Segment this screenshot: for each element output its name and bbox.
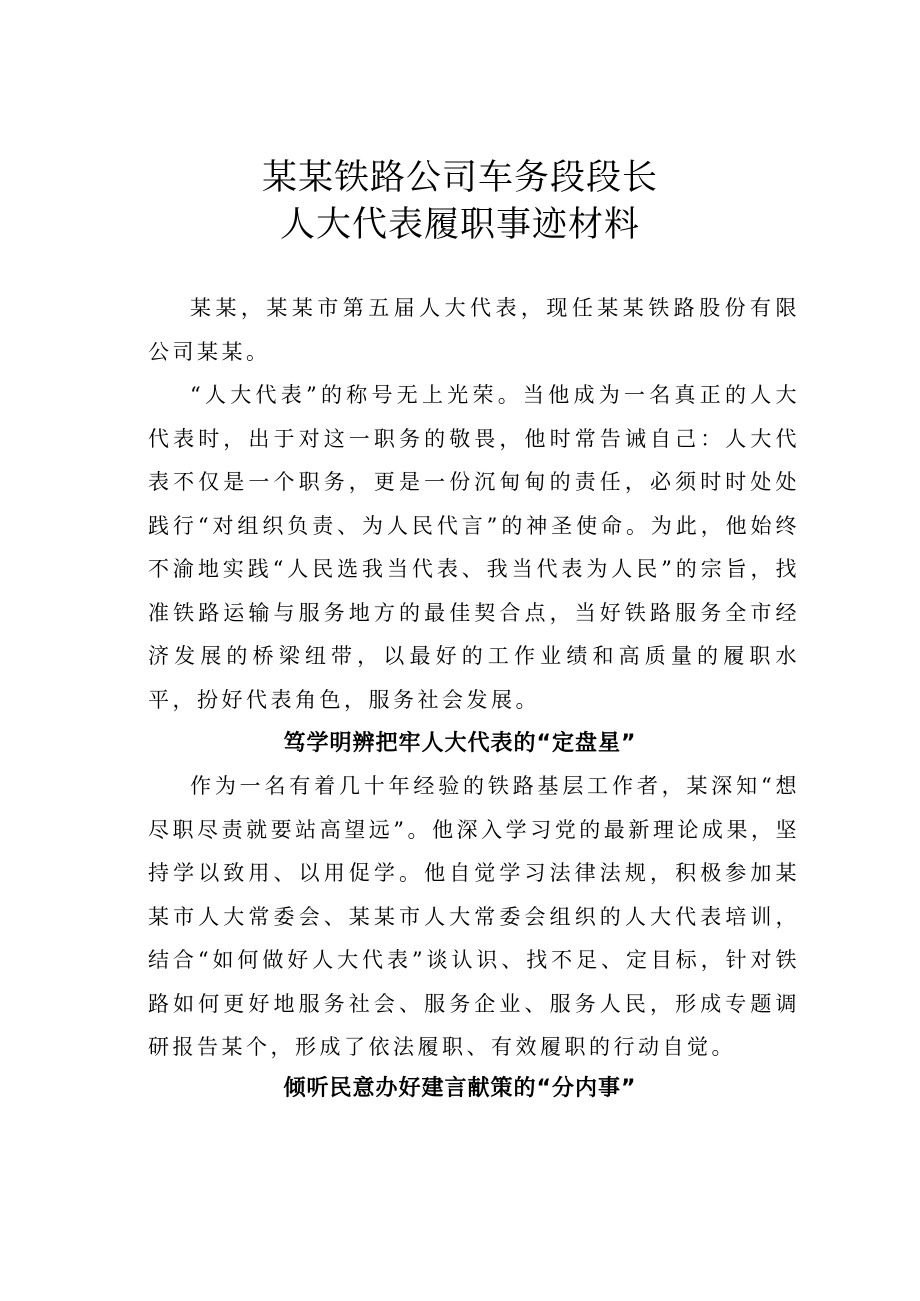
section-heading-1: 笃学明辨把牢人大代表的“定盘星”: [283, 731, 637, 756]
section-heading-2: 倾听民意办好建言献策的“分内事”: [283, 1076, 637, 1101]
document-title-line-1: 某某铁路公司车务段段长: [261, 158, 658, 198]
document-title-line-2: 人大代表履职事迹材料: [279, 205, 640, 245]
body-paragraph-2: 作为一名有着几十年经验的铁路基层工作者，某深知“想尽职尽责就要站高望远”。他深入学习党的最新理论成果，坚持学以致用、以用促学。他自觉学习法律法规，积极参加某某市人大常委会、某某市人大常委会组织的人大代表培训，结合“如何做好人大代表”谈认识、找不足、定目标，针对铁路如何更好地服务社会、服务企业、服务人民，形成专题调研报告某个，形成了依法履职、有效履职的行动自觉。: [148, 774, 800, 1059]
intro-paragraph: 某某，某某市第五届人大代表，现任某某铁路股份有限公司某某。: [148, 296, 800, 364]
body-paragraph-1: “人大代表”的称号无上光荣。当他成为一名真正的人大代表时，出于对这一职务的敬畏，他时常告诫自己：人大代表不仅是一个职务，更是一份沉甸甸的责任，必须时时处处践行“对组织负责、为人民代言”的神圣使命。为此，他始终不渝地实践“人民选我当代表、我当代表为人民”的宗旨，找准铁路运输与服务地方的最佳契合点，当好铁路服务全市经济发展的桥梁纽带，以最好的工作业绩和高质量的履职水平，扮好代表角色，服务社会发展。: [148, 383, 800, 712]
